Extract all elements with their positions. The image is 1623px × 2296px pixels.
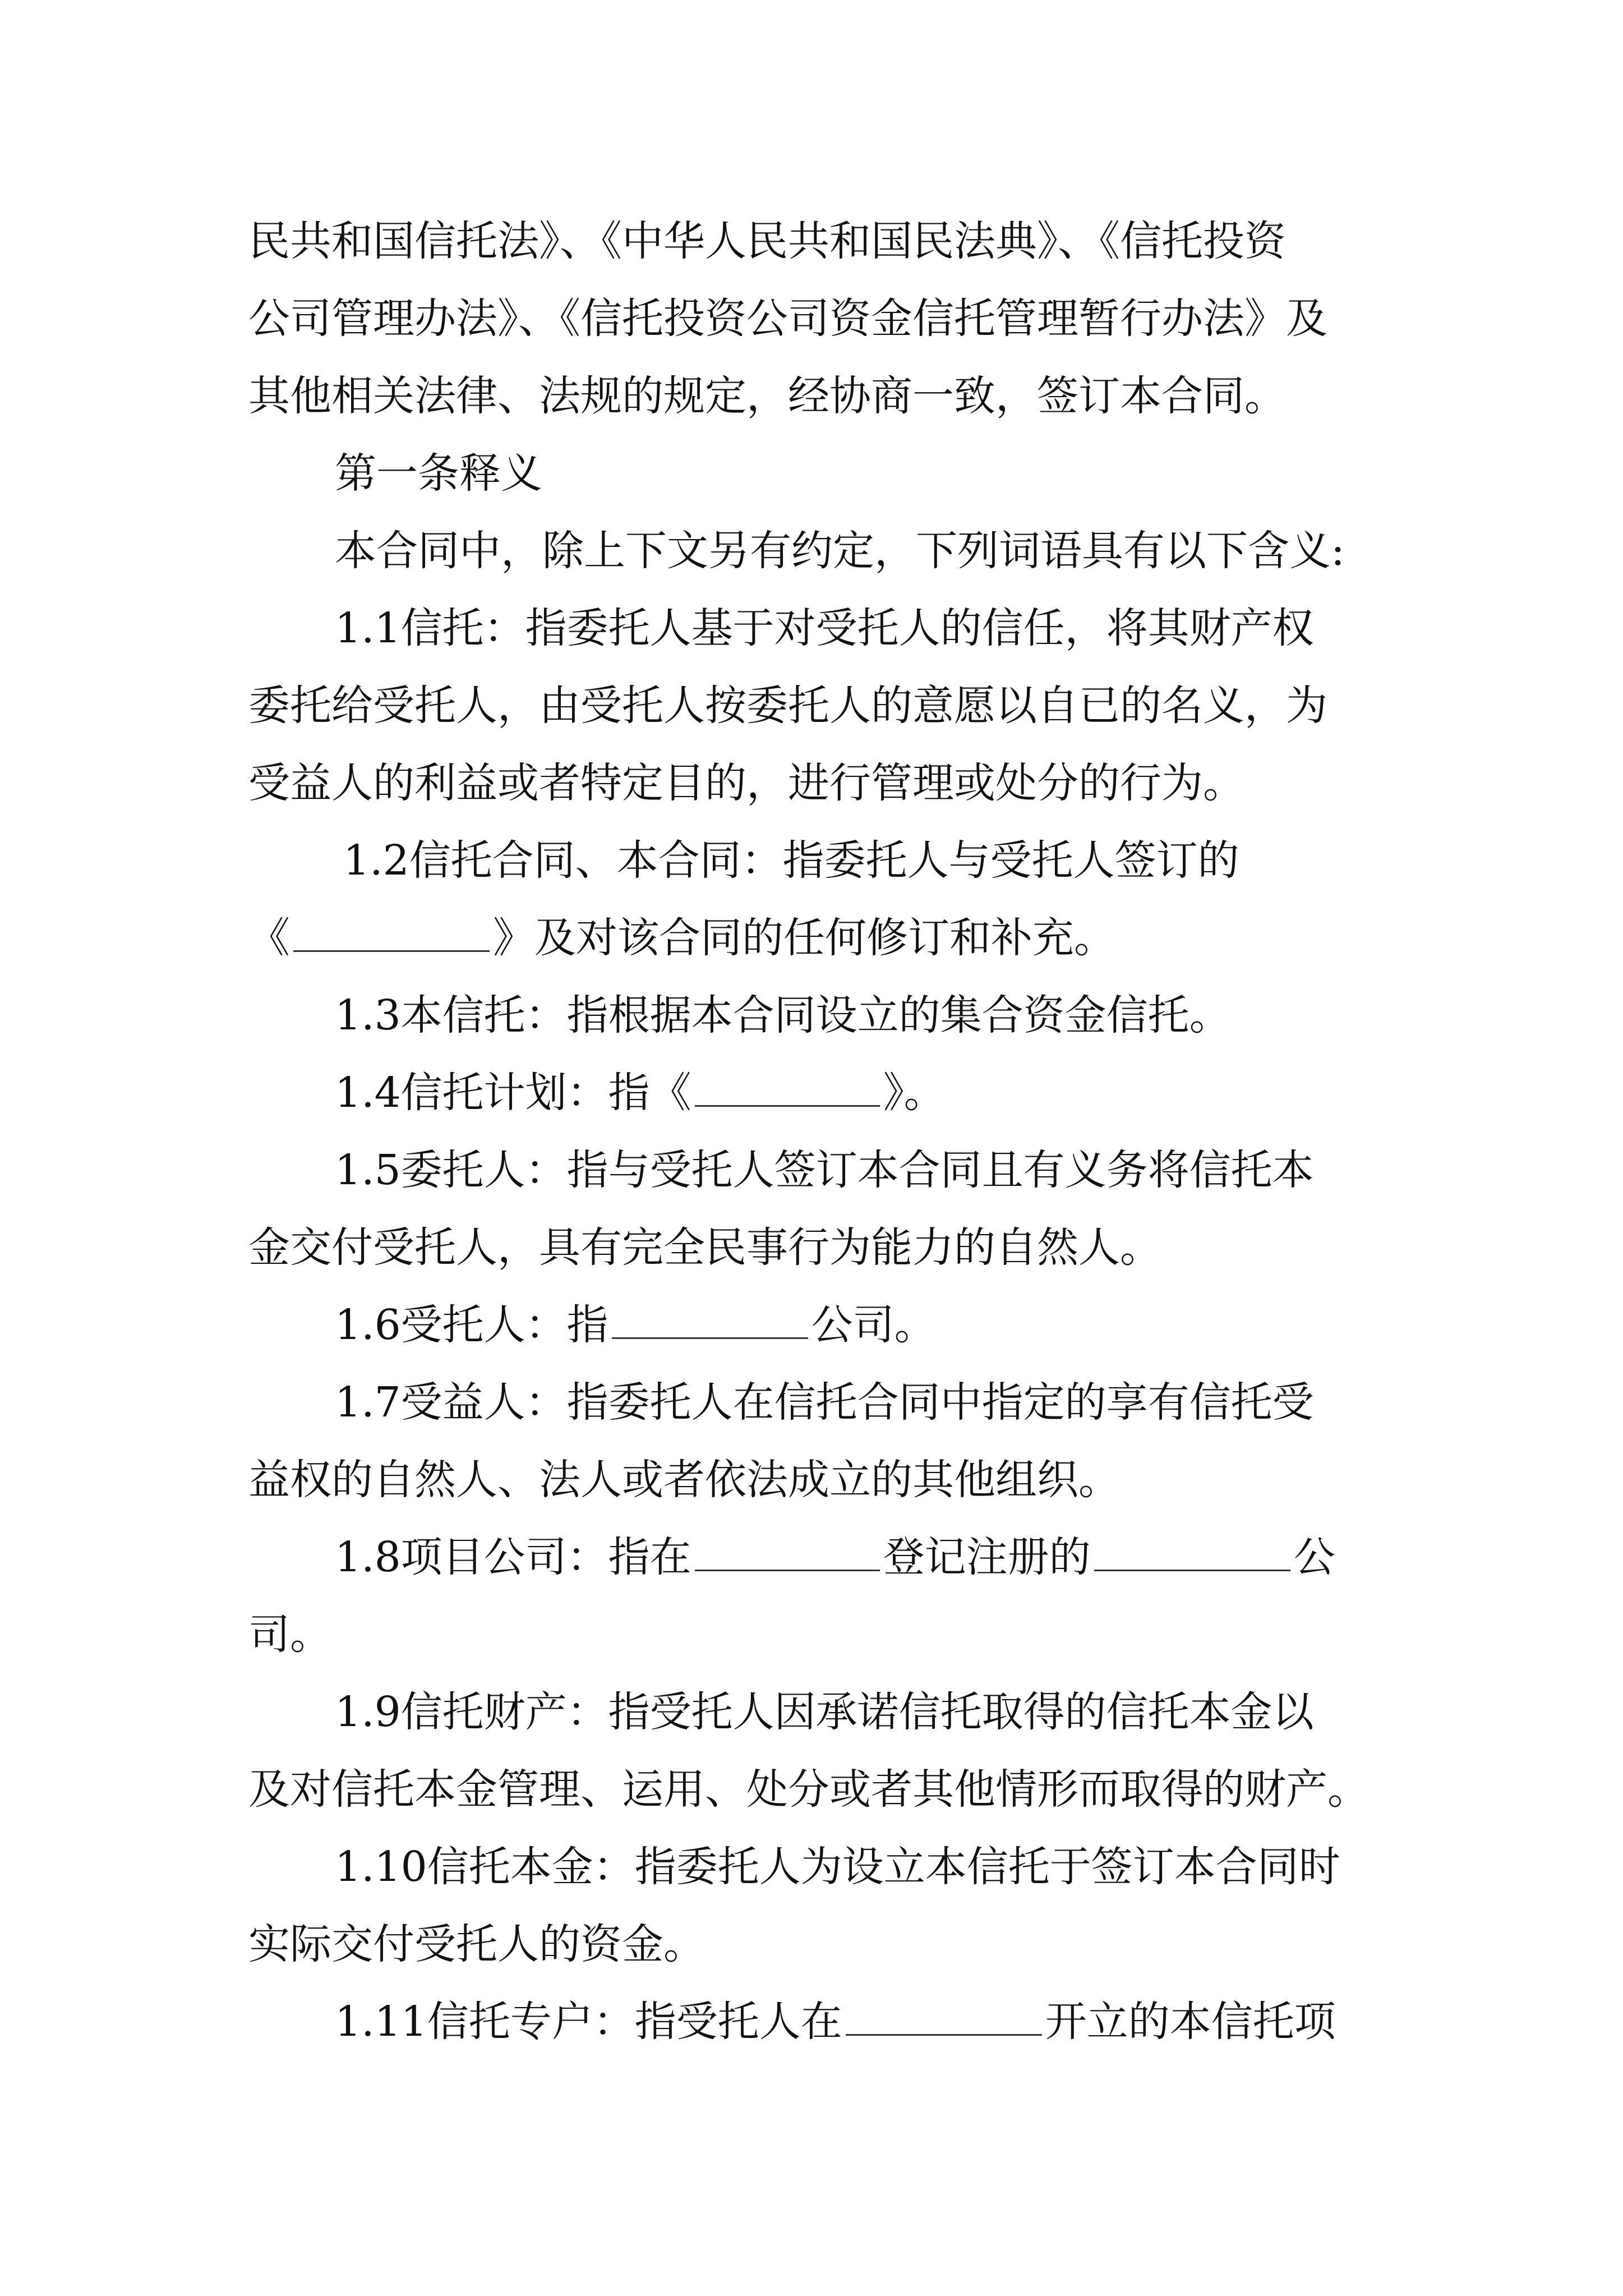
clause-1-5: 1.5委托人：指与受托人签订本合同且有义务将信托本 bbox=[335, 1146, 1314, 1194]
text-after-blank: 公 bbox=[1293, 1533, 1335, 1581]
clause-1-11 bbox=[335, 1994, 1336, 2050]
clause-1-10: 1.10信托本金：指委托人为设立本信托于签订本合同时 bbox=[335, 1843, 1340, 1891]
clause-1-3: 1.3本信托：指根据本合同设立的集合资金信托。 bbox=[335, 991, 1231, 1039]
text-between-blanks: 登记注册的 bbox=[883, 1533, 1091, 1581]
clause-1-4 bbox=[335, 1065, 946, 1121]
fill-in-blank[interactable] bbox=[293, 913, 490, 952]
text-after-blank: 公司。 bbox=[811, 1301, 936, 1349]
text-before-blank: 《 bbox=[248, 914, 290, 962]
text-line: 民共和国信托法》、《中华人民共和国民法典》、《信托投资 bbox=[248, 217, 1286, 265]
text-before-blank: 1.6受托人：指 bbox=[335, 1301, 608, 1349]
text-line: 金交付受托人，具有完全民事行为能力的自然人。 bbox=[248, 1223, 1161, 1272]
text-line: 本合同中，除上下文另有约定，下列词语具有以下含义: bbox=[335, 527, 1345, 575]
text-line: 委托给受托人，由受托人按委托人的意愿以自已的名义，为 bbox=[248, 682, 1327, 730]
clause-1-1: 1.1信托：指委托人基于对受托人的信任，将其财产权 bbox=[335, 604, 1314, 652]
clause-1-9: 1.9信托财产：指受托人因承诺信托取得的信托本金以 bbox=[335, 1688, 1314, 1736]
fill-in-blank[interactable] bbox=[695, 1068, 880, 1107]
section-heading: 第一条释义 bbox=[335, 449, 542, 498]
text-after-blank: 开立的本信托项 bbox=[1045, 1998, 1336, 2046]
text-line: 其他相关法律、法规的规定，经协商一致，签订本合同。 bbox=[248, 372, 1286, 420]
clause-1-6 bbox=[335, 1297, 936, 1353]
clause-1-8 bbox=[335, 1529, 1335, 1585]
clause-1-7: 1.7受益人：指委托人在信托合同中指定的享有信托受 bbox=[335, 1378, 1314, 1427]
fill-in-blank[interactable] bbox=[1094, 1533, 1290, 1571]
text-line: 及对信托本金管理、运用、处分或者其他情形而取得的财产。 bbox=[248, 1765, 1369, 1814]
text-line: 公司管理办法》、《信托投资公司资金信托管理暂行办法》及 bbox=[248, 295, 1327, 343]
fill-in-blank[interactable] bbox=[695, 1533, 880, 1571]
text-line: 实际交付受托人的资金。 bbox=[248, 1920, 705, 1968]
fill-in-blank[interactable] bbox=[612, 1300, 808, 1339]
text-before-blank: 1.11信托专户：指受托人在 bbox=[335, 1998, 842, 2046]
clause-1-2-continuation bbox=[248, 910, 1115, 966]
text-after-blank: 》及对该合同的任何修订和补充。 bbox=[493, 914, 1115, 962]
text-line: 益权的自然人、法人或者依法成立的其他组织。 bbox=[248, 1456, 1120, 1504]
text-after-blank: 》。 bbox=[883, 1069, 946, 1117]
text-line: 司。 bbox=[248, 1611, 331, 1659]
clause-1-2: 1.2信托合同、本合同：指委托人与受托人签订的 bbox=[343, 836, 1239, 885]
text-before-blank: 1.8项目公司：指在 bbox=[335, 1533, 691, 1581]
fill-in-blank[interactable] bbox=[846, 1997, 1042, 2036]
text-before-blank: 1.4信托计划：指《 bbox=[335, 1069, 691, 1117]
text-line: 受益人的利益或者特定目的，进行管理或处分的行为。 bbox=[248, 759, 1244, 807]
